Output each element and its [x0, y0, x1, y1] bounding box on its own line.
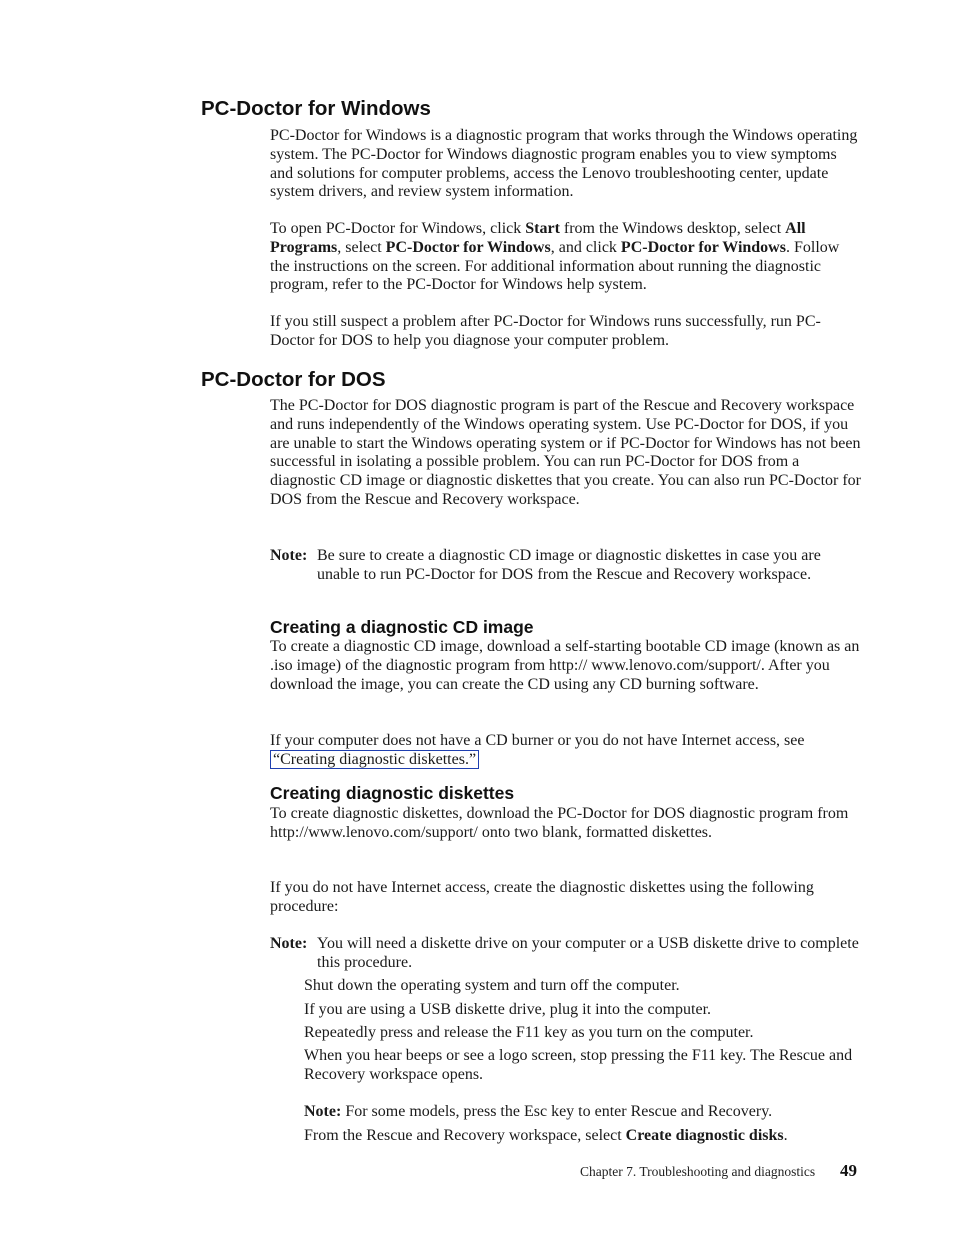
note-text: You will need a diskette drive on your computer or a USB diskette drive to complete this procedure. — [317, 935, 859, 971]
step-4: When you hear beeps or see a logo screen, stop pressing the F11 key. The Rescue and Recovery workspace opens. — [304, 1047, 853, 1083]
link-creating-diagnostic-diskettes[interactable]: “Creating diagnostic diskettes.” — [270, 750, 479, 769]
bold-create-diagnostic-disks: Create diagnostic disks — [625, 1127, 784, 1144]
footer-chapter-title: Chapter 7. Troubleshooting and diagnostics — [580, 1164, 816, 1179]
diskettes-paragraph-2: If you do not have Internet access, create the diagnostic diskettes using the following procedure: — [270, 879, 814, 915]
step-3: Repeatedly press and release the F11 key as you turn on the computer. — [304, 1024, 754, 1041]
step-1: Shut down the operating system and turn off the computer. — [304, 977, 680, 994]
heading-pc-doctor-windows: PC-Doctor for Windows — [201, 97, 431, 120]
windows-paragraph-1: PC-Doctor for Windows is a diagnostic program that works through the Windows operating system. The PC-Doctor for Windows diagnostic program enables you to view symptoms and solutions for computer problems, access the Lenovo troubleshooting center, update system drivers, and review system information. — [270, 127, 858, 201]
dos-note — [270, 547, 860, 585]
bold-start: Start — [525, 220, 560, 237]
note-text: For some models, press the Esc key to enter Rescue and Recovery. — [345, 1103, 773, 1120]
heading-creating-diskettes: Creating diagnostic diskettes — [270, 783, 515, 803]
diskettes-paragraph-1: To create diagnostic diskettes, download the PC-Doctor for DOS diagnostic program from http://www.lenovo.com/support/ onto two blank, formatted diskettes. — [270, 805, 849, 841]
step-2: If you are using a USB diskette drive, plug it into the computer. — [304, 1001, 712, 1018]
cd-paragraph-2: If your computer does not have a CD burner or you do not have Internet access, see “Creating diagnostic diskettes.” — [270, 732, 805, 768]
page-number: 49 — [840, 1161, 857, 1180]
step-note — [304, 1103, 859, 1122]
cd-paragraph-1: To create a diagnostic CD image, download a self-starting bootable CD image (known as an .iso image) of the diagnostic program from http:// www.lenovo.com/support/. After you download the image, you can create the CD using any CD burning software. — [270, 638, 860, 693]
bold-pc-doctor-windows-1: PC-Doctor for Windows — [385, 238, 551, 256]
heading-pc-doctor-dos: PC-Doctor for DOS — [201, 368, 386, 391]
bold-all-programs: All Programs — [270, 220, 806, 256]
dos-paragraph-1: The PC-Doctor for DOS diagnostic program is part of the Rescue and Recovery workspace and runs independently of the Windows operating system. Use PC-Doctor for DOS, if you are unable to start the Windows operating system or if PC-Doctor for Windows has not been successful in isolating a possible problem. You can run PC-Doctor for DOS from a diagnostic CD image or diagnostic diskettes that you create. You can also run PC-Doctor for DOS from the Rescue and Recovery workspace. — [270, 397, 861, 508]
heading-creating-cd-image: Creating a diagnostic CD image — [270, 617, 534, 637]
windows-paragraph-3: If you still suspect a problem after PC-Doctor for Windows runs successfully, run PC-Doctor for DOS to help you diagnose your computer problem. — [270, 313, 821, 349]
note-label: Note: — [270, 935, 308, 952]
note-text: Be sure to create a diagnostic CD image or diagnostic diskettes in case you are unable to run PC-Doctor for DOS from the Rescue and Recovery workspace. — [317, 547, 821, 583]
note-label: Note: — [270, 547, 308, 564]
note-label: Note: — [304, 1103, 342, 1120]
windows-paragraph-2: To open PC-Doctor for Windows, click Start from the Windows desktop, select All Programs, select PC-Doctor for Windows, and click PC-Doctor for Windows. Follow the instructions on the screen. For additional information about running the diagnostic program, refer to the PC-Doctor for Windows help system. — [270, 220, 840, 294]
step-5: From the Rescue and Recovery workspace, select Create diagnostic disks. — [304, 1127, 788, 1144]
bold-pc-doctor-windows-2: PC-Doctor for Windows — [620, 238, 786, 256]
diskettes-note — [270, 935, 860, 973]
